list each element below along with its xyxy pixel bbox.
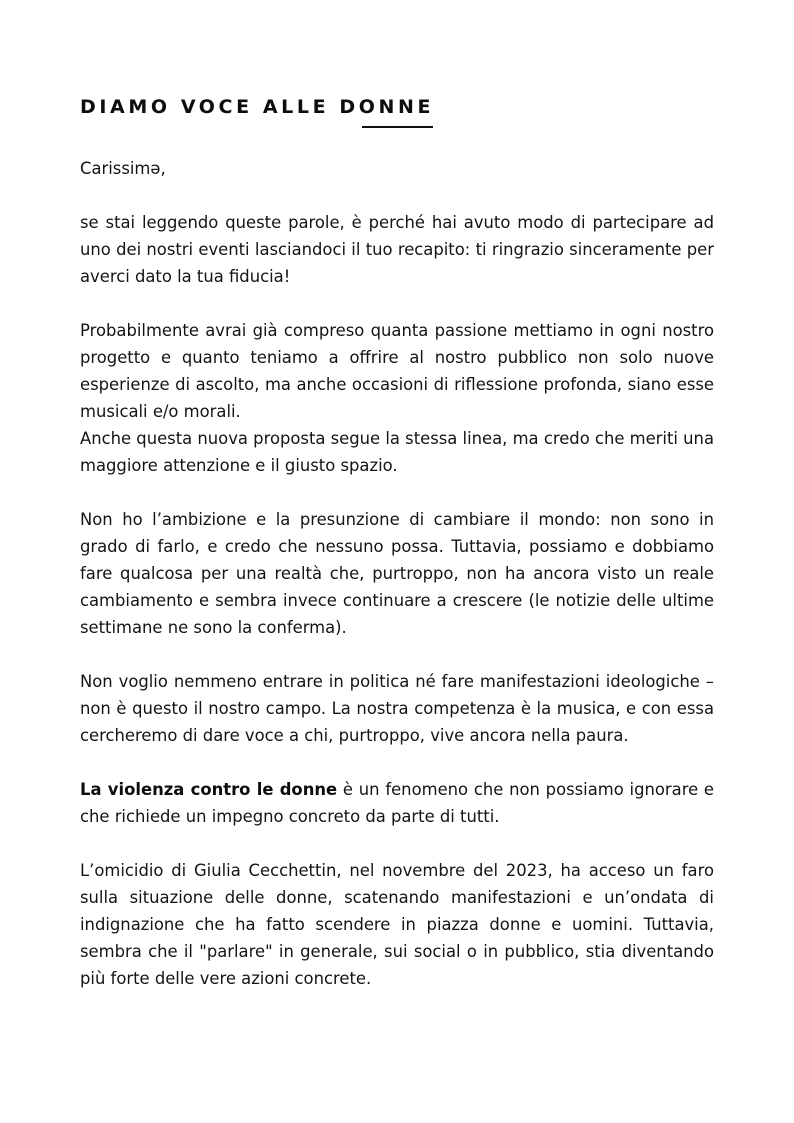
violence-highlight: La violenza contro le donne [80,780,338,799]
paragraph-violence [80,776,714,830]
paragraph-spacer [80,290,714,317]
paragraph-intro: se stai leggendo queste parole, è perché hai avuto modo di partecipare ad uno dei nostri eventi lasciandoci il tuo recapito: ti ringrazio sinceramente per averci dato la tua fiducia! [80,213,714,286]
title-block [80,95,440,119]
violence-rest: è un fenomeno che non possiamo ignorare e che richiede un impegno concreto da parte di tutti. [80,780,715,826]
paragraph-cecchettin: L’omicidio di Giulia Cecchettin, nel novembre del 2023, ha acceso un faro sulla situazione delle donne, scatenando manifestazioni e un’ondata di indignazione che ha fatto scendere in piazza donne e uomini. Tuttavia, sembra che il "parlare" in generale, sui social o in pubblico, stia diventando più forte delle vere azioni concrete. [80,861,714,988]
title-underline-decoration [362,126,433,128]
paragraph-passion: Probabilmente avrai già compreso quanta passione mettiamo in ogni nostro progetto e quanto teniamo a offrire al nostro pubblico non solo nuove esperienze di ascolto, ma anche occasioni di riflessione profonda, siano esse musicali e/o morali. [80,321,714,421]
paragraph-ambition: Non ho l’ambizione e la presunzione di cambiare il mondo: non sono in grado di farlo, e credo che nessuno possa. Tuttavia, possiamo e dobbiamo fare qualcosa per una realtà che, purtroppo, non ha ancora visto un reale cambiamento e sembra invece continuare a crescere (le notizie delle ultime settimane ne sono la conferma). [80,510,714,637]
greeting: Carissimə, [80,159,166,178]
paragraph-spacer [80,641,714,668]
letter-body [80,155,714,992]
paragraph-new-proposal: Anche questa nuova proposta segue la stessa linea, ma credo che meriti una maggiore attenzione e il giusto spazio. [80,429,714,475]
paragraph-spacer [80,479,714,506]
paragraph-politics: Non voglio nemmeno entrare in politica né fare manifestazioni ideologiche – non è questo il nostro campo. La nostra competenza è la musica, e con essa cercheremo di dare voce a chi, purtroppo, vive ancora nella paura. [80,672,714,745]
page-title: DIAMO VOCE ALLE DONNE [80,96,435,118]
paragraph-spacer [80,749,714,776]
paragraph-spacer [80,830,714,857]
paragraph-spacer [80,182,714,209]
